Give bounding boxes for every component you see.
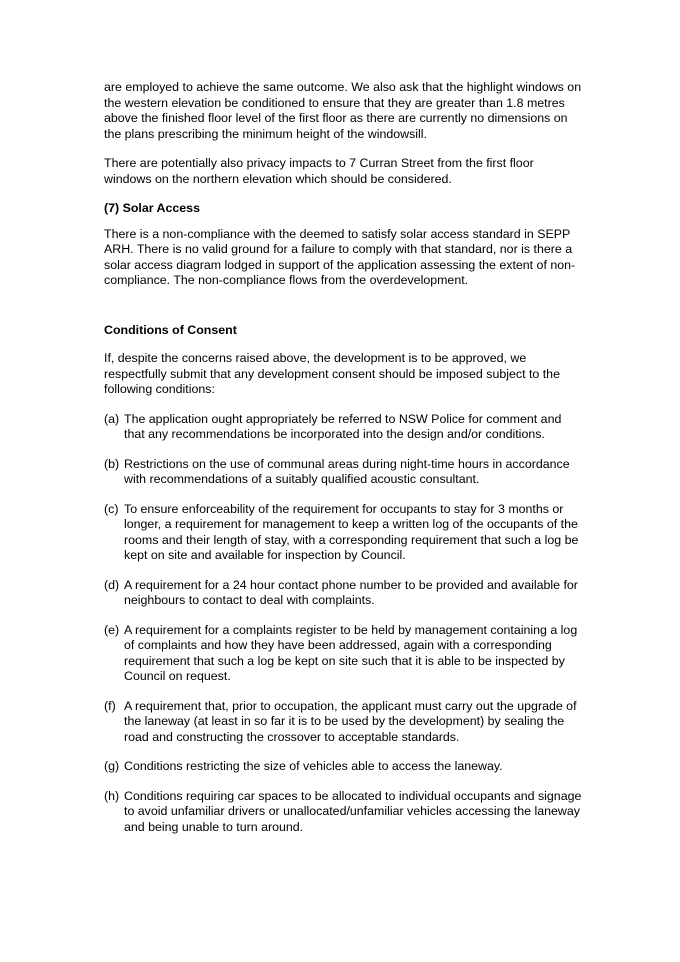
list-item: [104, 699, 584, 746]
paragraph-solar: There is a non-compliance with the deemed to satisfy solar access standard in SEPP ARH. There is no valid ground for a failure to comply with that standard, nor is there a solar access diagram lodged in support of the application assessing the extent of non-compliance. The non-compliance flows from the overdevelopment.: [104, 226, 576, 287]
list-item: [104, 412, 584, 443]
list-item-label: (e): [104, 622, 120, 637]
heading-solar-access: (7) Solar Access: [104, 201, 200, 215]
list-item-text: To ensure enforceability of the requirement for occupants to stay for 3 months or longer, a requirement for management to keep a written log of the occupants of the rooms and their length of stay, with a corresponding requirement that such a log be kept on site and available for inspection by Council.: [124, 501, 579, 562]
list-item-text: A requirement that, prior to occupation, the applicant must carry out the upgrade of the laneway (at least in so far it is to be used by the development) by sealing the road and constructing the crossover to acceptable standards.: [124, 698, 577, 744]
list-item-text: A requirement for a 24 hour contact phone number to be provided and available for neighbours to contact to deal with complaints.: [124, 577, 578, 607]
list-item-label: (h): [104, 788, 120, 803]
list-item-label: (d): [104, 577, 120, 592]
list-item: [104, 789, 584, 836]
heading-conditions-of-consent: Conditions of Consent: [104, 322, 237, 337]
list-item-text: A requirement for a complaints register to be held by management containing a log of complaints and how they have been addressed, again with a corresponding requirement that such a log be kept on site such that it is able to be inspected by Council on request.: [124, 622, 578, 683]
list-item: [104, 502, 584, 564]
paragraph-windows: are employed to achieve the same outcome. We also ask that the highlight windows on the western elevation be conditioned to ensure that they are greater than 1.8 metres above the finished floor level of the first floor as there are currently no dimensions on the plans prescribing the minimum height of the windowsill.: [104, 80, 582, 141]
list-item-text: The application ought appropriately be referred to NSW Police for comment and that any recommendations be incorporated into the design and/or conditions.: [124, 411, 562, 441]
list-item: [104, 457, 584, 488]
document-page: [104, 80, 584, 835]
list-item-text: Restrictions on the use of communal areas during night-time hours in accordance with recommendations of a suitably qualified acoustic consultant.: [124, 456, 570, 486]
list-item-label: (c): [104, 501, 119, 516]
paragraph-privacy: There are potentially also privacy impacts to 7 Curran Street from the first floor windows on the northern elevation which should be considered.: [104, 156, 534, 186]
list-item: [104, 578, 584, 609]
conditions-list: [104, 412, 584, 836]
paragraph-conditions-intro: If, despite the concerns raised above, the development is to be approved, we respectfully submit that any development consent should be imposed subject to the following conditions:: [104, 351, 560, 396]
list-item-label: (g): [104, 759, 120, 773]
list-item: [104, 759, 584, 775]
list-item-label: (f): [104, 698, 116, 713]
list-item-text: Conditions requiring car spaces to be allocated to individual occupants and signage to avoid unfamiliar drivers or unallocated/unfamiliar vehicles accessing the laneway and being unable to turn around.: [124, 788, 582, 834]
list-item-label: (b): [104, 456, 120, 471]
list-item: [104, 623, 584, 685]
list-item-label: (a): [104, 411, 120, 426]
list-item-text: Conditions restricting the size of vehicles able to access the laneway.: [124, 759, 503, 773]
